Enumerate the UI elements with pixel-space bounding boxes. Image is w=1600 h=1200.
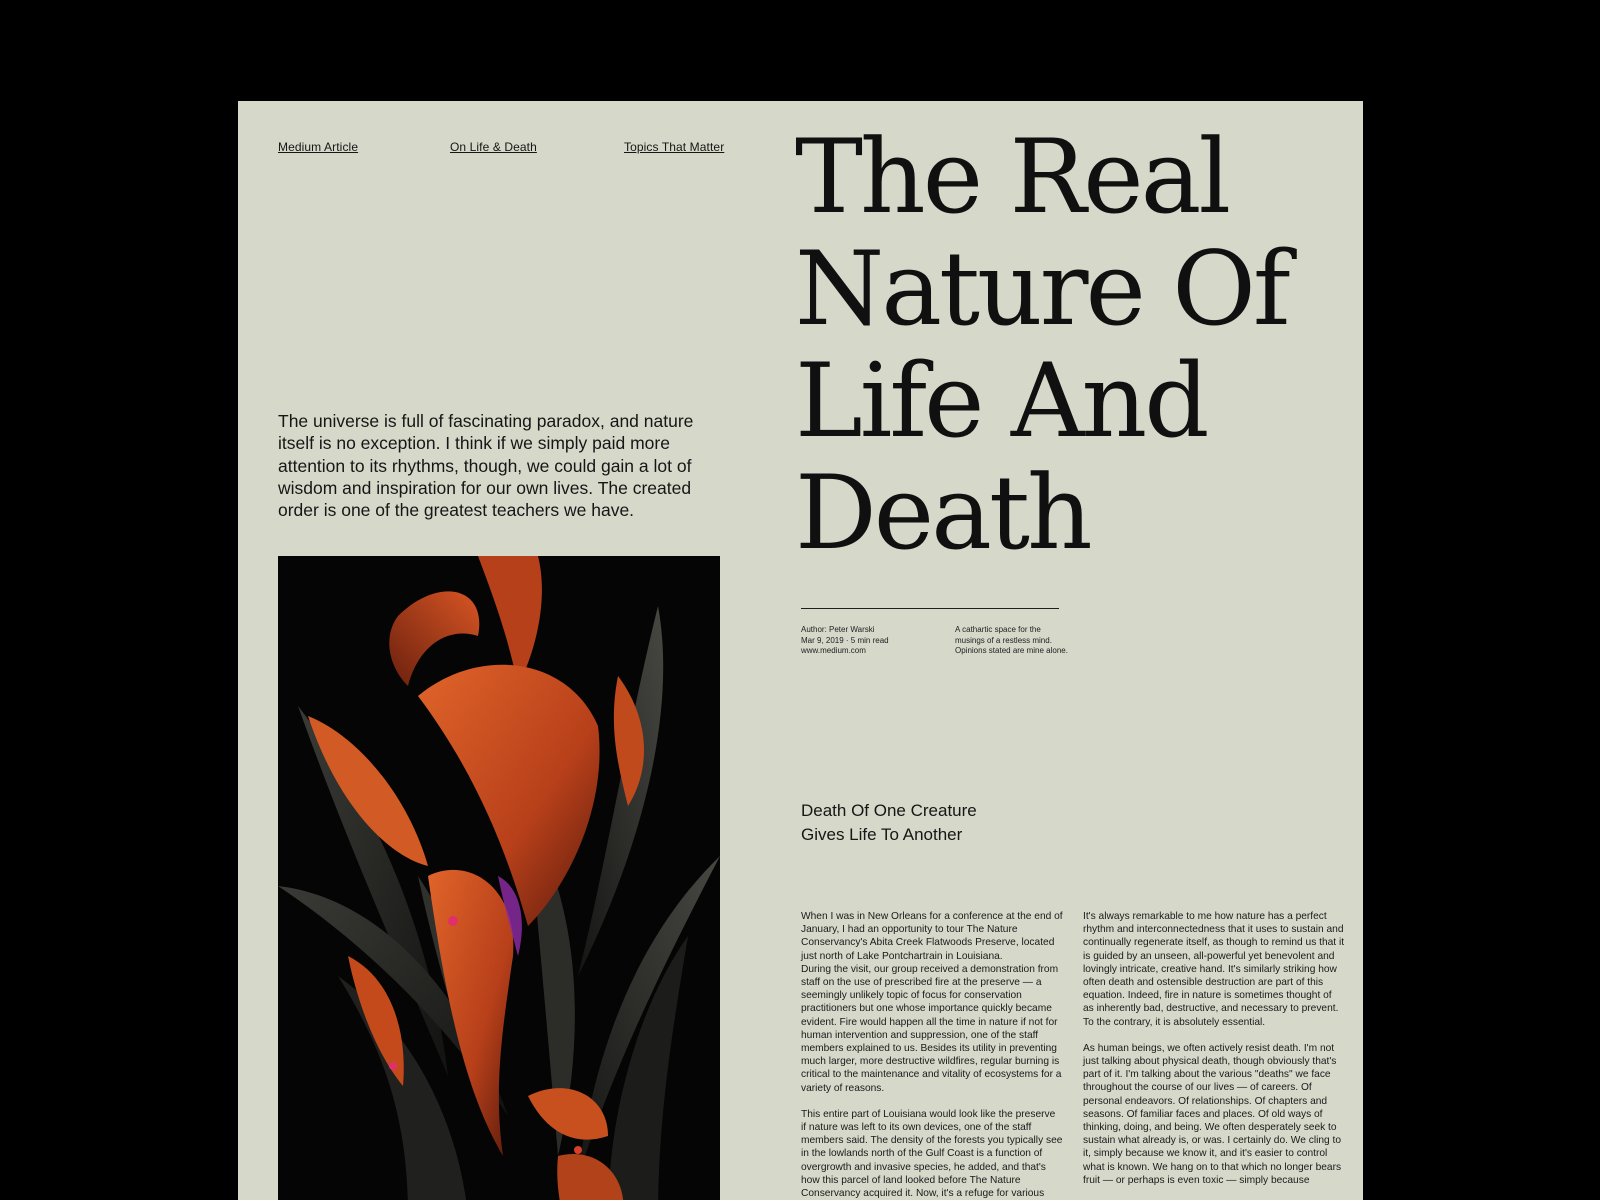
subheading-line-1: Death Of One Creature xyxy=(801,801,977,820)
title-line-2: Nature Of xyxy=(795,230,1288,349)
description-line-2: musings of a restless mind. xyxy=(955,635,1052,645)
nav-link-topics[interactable]: Topics That Matter xyxy=(624,140,725,154)
intro-paragraph: The universe is full of fascinating paradox, and nature itself is no exception. I think if we simply paid more attention to its rhythms, though, we could gain a lot of wisdom and inspiration for our own lives. The created order is one of the greatest teachers we have. xyxy=(278,411,694,521)
article-title xyxy=(795,118,1288,573)
publication-description xyxy=(955,625,1068,657)
body-paragraph: During the visit, our group received a demonstration from staff on the use of prescribed fire at the preserve — a seemingly unlikely topic of focus for conservation practitioners but one whose importance quickly became evident. Fire would happen all the time in nature if not for human intervention and suppression, one of the staff members explained to us. Besides its utility in preventing much larger, more destructive wildfires, regular burning is critical to the maintenance and vitality of ecosystems for a variety of reasons. xyxy=(801,963,1062,1094)
calla-lily-illustration xyxy=(278,556,720,1200)
description-line-3: Opinions stated are mine alone. xyxy=(955,646,1068,655)
title-line-1: The Real xyxy=(795,118,1229,237)
body-paragraph: It's always remarkable to me how nature has a perfect rhythm and interconnectedness that it uses to sustain and continually regenerate itself, as though to remind us that it is guided by an unseen, all-powerful yet benevolent and lovingly intricate, creative hand. It's similarly striking how often death and ostensible destruction are part of this equation. Indeed, fire in nature is sometimes thought of as inherently bad, destructive, and necessary to prevent. To the contrary, it is absolutely essential. xyxy=(1083,911,1345,1028)
body-column-right xyxy=(1083,910,1345,1200)
nav-link-medium-article[interactable]: Medium Article xyxy=(278,140,359,154)
body-column-left xyxy=(801,910,1063,1200)
body-paragraph: When I was in New Orleans for a conference at the end of January, I had an opportunity to tour The Nature Conservancy's Abita Creek Flatwoods Preserve, located just north of Lake Pontchartrain in Louisiana. xyxy=(801,911,1063,962)
title-line-3: Life And xyxy=(795,342,1207,461)
title-line-4: Death xyxy=(795,454,1090,573)
title-divider xyxy=(801,608,1059,609)
article-page xyxy=(238,101,1363,1200)
subheading-line-2: Gives Life To Another xyxy=(801,825,963,844)
body-paragraph: As human beings, we often actively resist death. I'm not just talking about physical death, though obviously that's part of it. I'm talking about the various "deaths" we face throughout the course of our lives — of careers. Of personal endeavors. Of relationships. Of chapters and seasons. Of familiar faces and places. Of old ways of thinking, doing, and being. We often desperately seek to sustain what already is, or was. I certainly do. We cling to it, simply because we know it, and it's easier to control what is known. We hang on to that which no longer bears fruit — or perhaps is even toxic — simply because xyxy=(1083,1042,1342,1186)
body-paragraph: This entire part of Louisiana would look like the preserve if nature was left to its own devices, one of the staff members said. The density of the forests you typically see in the lowlands north of the Gulf Coast is a function of overgrowth and invasive species, he added, and that's how this parcel of land looked before The Nature Conservancy acquired it. Now, it's a refuge for various xyxy=(801,1108,1063,1200)
author-meta xyxy=(801,625,889,657)
section-subheading xyxy=(801,799,977,847)
publish-date: Mar 9, 2019 · 5 min read xyxy=(801,635,889,645)
author-name: Author: Peter Warski xyxy=(801,625,875,634)
description-line-1: A cathartic space for the xyxy=(955,625,1041,634)
nav-link-life-death[interactable]: On Life & Death xyxy=(450,140,537,154)
site-link[interactable]: www.medium.com xyxy=(801,646,866,655)
flower-image xyxy=(278,556,720,1200)
